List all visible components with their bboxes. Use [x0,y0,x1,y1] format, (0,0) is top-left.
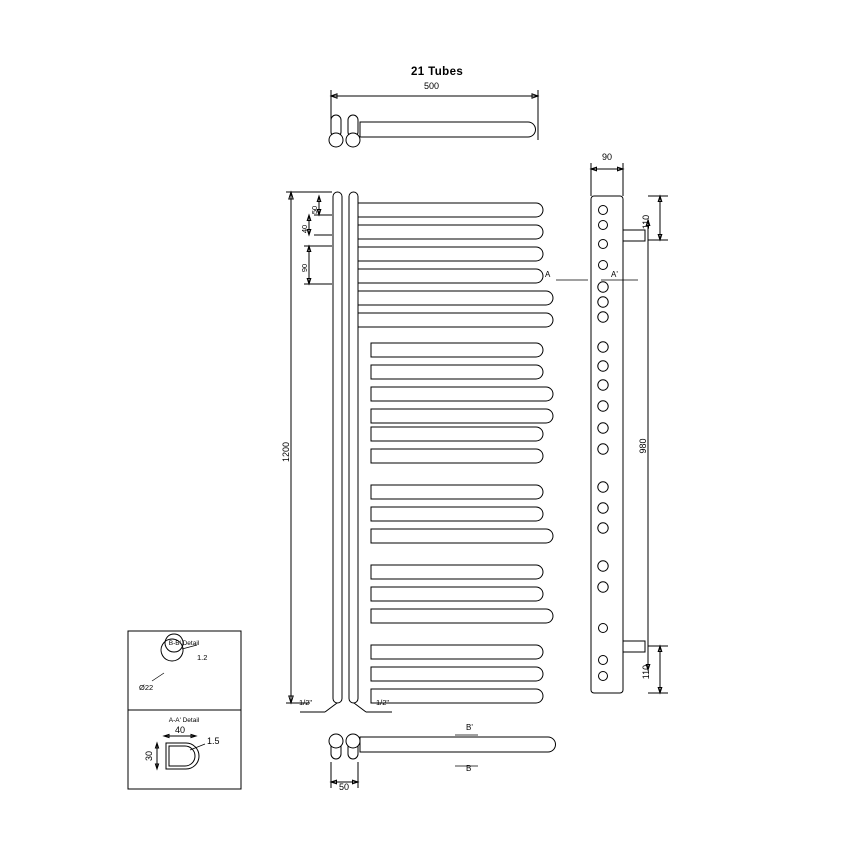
detail-aa-title: A-A' Detail [168,717,200,724]
detail-aa-height: 30 [144,750,154,762]
dim-pitch-50: 50 [310,205,319,215]
dim-side-body-height: 980 [638,438,648,454]
section-a-right-label: A' [611,270,618,279]
section-a-left-label: A [545,270,551,279]
detail-bb-wall: 1.2 [197,653,208,662]
dim-top-width: 500 [424,81,440,91]
detail-boxes [128,631,241,789]
dim-pitch-90: 90 [300,263,309,273]
top-view [329,90,538,147]
label-inlet-right: 1/2" [376,698,390,707]
side-view [556,163,668,693]
dim-bottom-50: 50 [338,782,350,792]
section-b-bottom-label: B [466,764,472,773]
dim-side-top-offset: 110 [641,214,651,230]
label-inlet-left: 1/2" [299,698,313,707]
dim-side-bottom-offset: 110 [641,664,651,680]
drawing-text [139,66,651,792]
bottom-view [329,734,556,788]
section-b-top-label: B' [466,723,473,732]
detail-aa-wall: 1.5 [207,736,220,746]
detail-aa-width: 40 [174,725,186,735]
front-view [286,192,553,712]
detail-bb-diameter: Ø22 [139,683,154,692]
detail-bb-title: B-B' Detail [168,640,200,647]
title-text: 21 Tubes [411,66,464,78]
dim-pitch-40: 40 [300,224,309,234]
dim-overall-height: 1200 [281,441,291,463]
dim-side-depth: 90 [601,152,613,162]
